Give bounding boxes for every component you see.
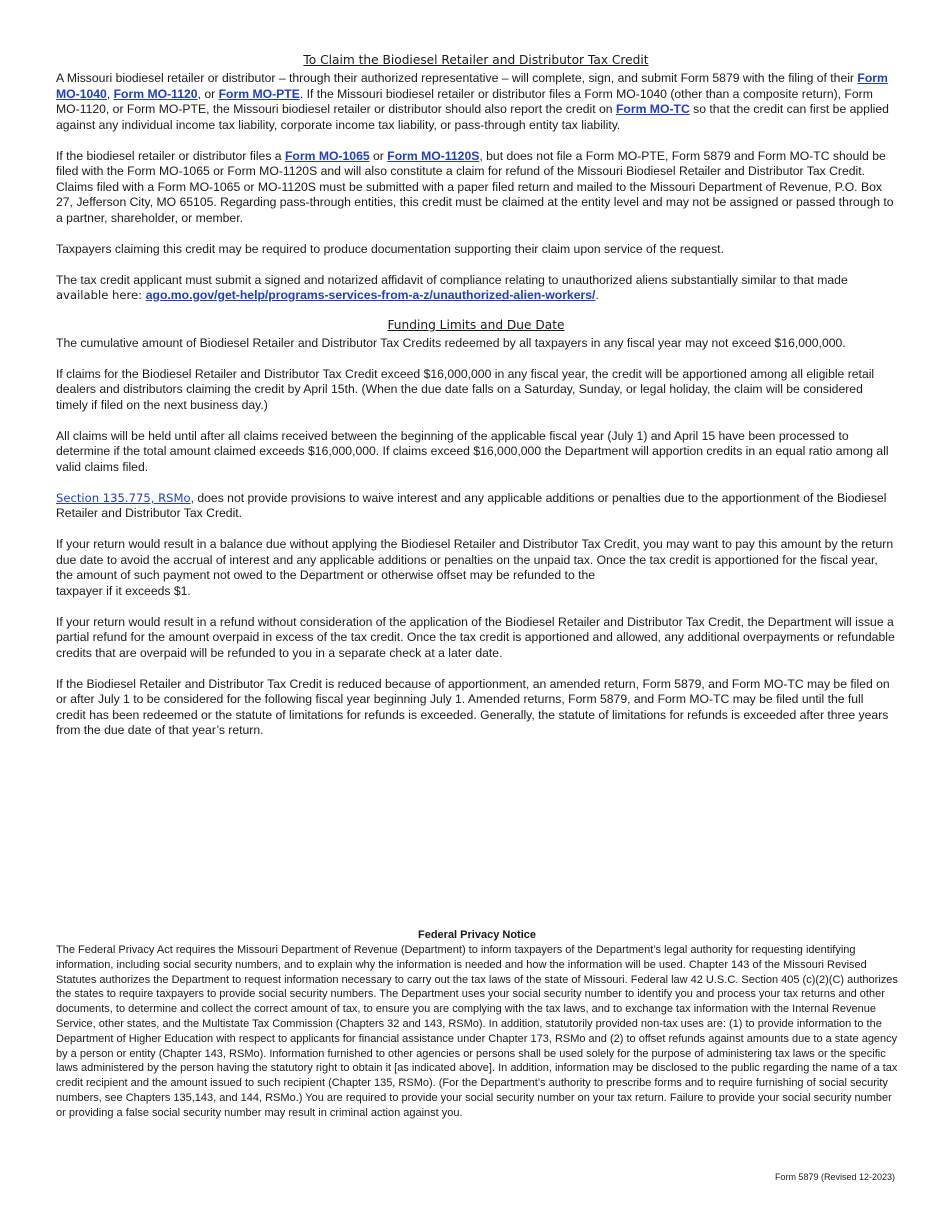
- funding-paragraph-7: If the Biodiesel Retailer and Distributor Tax Credit is reduced because of apportionment, an amended return, Form 5879, and Form MO-TC may be filed on or after July 1 to be considered for the following fiscal year beginning July 1. Amended returns, Form 5879, and Form MO-TC may be filed until the full credit has been redeemed or the statute of limitations for refunds is exceeded. Generally, the statute of limitations for refunds is exceeded after three years from the due date of that year’s return.: [56, 676, 890, 737]
- funding-paragraph-3: All claims will be held until after all claims received between the beginning of the applicable fiscal year (July 1) and April 15 have been processed to determine if the total amount claimed exceeds $16,000,000. If claims exceed $16,000,000 the Department will apportion credits in an equal ratio among all valid claims filed.: [56, 428, 889, 474]
- privacy-notice-title: Federal Privacy Notice: [417, 929, 536, 941]
- form-mo-1040-link[interactable]: Form MO-1040: [56, 71, 888, 101]
- federal-privacy-notice: [56, 928, 898, 1121]
- unauthorized-alien-workers-link[interactable]: ago.mo.gov/get-help/programs-services-from-a-z/unauthorized-alien-workers/: [145, 288, 596, 302]
- claim-paragraph-3: Taxpayers claiming this credit may be required to produce documentation supporting their claim upon service of the request.: [56, 241, 724, 256]
- form-mo-1065-link[interactable]: Form MO-1065: [284, 148, 370, 163]
- claim-paragraph-4: The tax credit applicant must submit a signed and notarized affidavit of compliance relating to unauthorized aliens substantially similar to that made available here: ago.mo.gov/get-help/programs-services-from-a-z/unauthorized-alien-workers/.: [56, 272, 848, 302]
- form-mo-tc-link[interactable]: Form MO-TC: [615, 102, 690, 116]
- privacy-notice-text: The Federal Privacy Act requires the Missouri Department of Revenue (Department) to inform taxpayers of the Department’s legal authority for requesting identifying information, including social security numbers, and to explain why the information is needed and how the information will be used. Chapter 143 of the Missouri Revised Statutes authorizes the Department to request information necessary to carry out the tax laws of the state of Missouri. Federal law 42 U.S.C. Section 405 (c)(2)(C) authorizes the states to require taxpayers to provide social security numbers. The Department uses your social security number to identify you and process your tax returns and other documents, to determine and collect the correct amount of tax, to ensure you are complying with the tax laws, and to exchange tax information with the Internal Revenue Service, other states, and the Multistate Tax Commission (Chapters 32 and 143, RSMo). In addition, statutorily provided non-tax uses are: (1) to provide information to the Department of Higher Education with respect to applicants for financial assistance under Chapter 173, RSMo and (2) to offset refunds against amounts due to a state agency by a person or entity (Chapter 143, RSMo). Information furnished to other agencies or persons shall be used solely for the purpose of administering tax laws or the specific laws administered by the person having the statutory right to obtain it [as indicated above]. In addition, information may be disclosed to the public regarding the name of a tax credit recipient and the amount issued to such recipient (Chapter 135, RSMo). (For the Department’s authority to prescribe forms and to require furnishing of social security numbers, see Chapters 135,143, and 144, RSMo.) You are required to provide your social security number on your tax return. Failure to provide your social security number or providing a false social security number may result in criminal action against you.: [56, 944, 898, 1119]
- funding-section-title: Funding Limits and Due Date: [387, 317, 565, 332]
- funding-paragraph-6: If your return would result in a refund without consideration of the application of the Biodiesel Retailer and Distributor Tax Credit, the Department will issue a partial refund for the amount overpaid in excess of the tax credit. Once the tax credit is apportioned and allowed, any additional overpayments or refundable credits that are overpaid will be refunded to you in a separate check at a later date.: [56, 614, 895, 660]
- form-mo-1120-link[interactable]: Form MO-1120: [113, 86, 198, 101]
- claim-section-title: To Claim the Biodiesel Retailer and Distributor Tax Credit: [303, 53, 649, 67]
- funding-paragraph-1: The cumulative amount of Biodiesel Retailer and Distributor Tax Credits redeemed by all taxpayers in any fiscal year may not exceed $16,000,000.: [56, 335, 846, 350]
- claim-paragraph-2: If the biodiesel retailer or distributor files a Form MO-1065 or Form MO-1120S, but does not file a Form MO-PTE, Form 5879 and Form MO-TC should be filed with the Form MO-1065 or Form MO-1120S and will also constitute a claim for refund of the Missouri Biodiesel Retailer and Distributor Tax Credit. Claims filed with a Form MO-1065 or MO-1120S must be submitted with a paper filed return and mailed to the Missouri Department of Revenue, P.O. Box 27, Jefferson City, MO 65105. Regarding pass-through entities, this credit must be claimed at the entity level and may not be assigned or passed through to a partner, shareholder, or member.: [56, 148, 894, 225]
- funding-paragraph-2: If claims for the Biodiesel Retailer and Distributor Tax Credit exceed $16,000,000 in any fiscal year, the credit will be apportioned among all eligible retail dealers and distributors claiming the credit by April 15th. (When the due date falls on a Saturday, Sunday, or legal holiday, the claim will be considered timely if filed on the next business day.): [56, 366, 875, 412]
- form-mo-1120s-link[interactable]: Form MO-1120S: [387, 148, 480, 163]
- funding-paragraph-4: Section 135.775, RSMo, does not provide provisions to waive interest and any applicable additions or penalties due to the apportionment of the Biodiesel Retailer and Distributor Tax Credit.: [56, 490, 887, 520]
- document-page: [56, 52, 896, 754]
- form-revision-label: Form 5879 (Revised 12-2023): [774, 1172, 895, 1182]
- section-135-775-link[interactable]: Section 135.775, RSMo: [56, 490, 191, 505]
- funding-paragraph-5: If your return would result in a balance due without applying the Biodiesel Retailer and Distributor Tax Credit, you may want to pay this amount by the return due date to avoid the accrual of interest and any applicable additions or penalties on the unpaid tax. Once the tax credit is apportioned for the fiscal year, the amount of such payment not owed to the Department or otherwise offset may be refunded to the taxpayer if it exceeds $1.: [56, 537, 894, 598]
- form-mo-pte-link[interactable]: Form MO-PTE: [218, 86, 300, 101]
- claim-paragraph-1: A Missouri biodiesel retailer or distributor – through their authorized representative – will complete, sign, and submit Form 5879 with the filing of their Form MO-1040, Form MO-1120, or Form MO-PTE. If the Missouri biodiesel retailer or distributor files a Form MO-1040 (other than a composite return), Form MO-1120, or Form MO-PTE, the Missouri biodiesel retailer or distributor should also report the credit on Form MO-TC so that the credit can first be applied against any individual income tax liability, corporate income tax liability, or pass-through entity tax liability.: [56, 71, 889, 132]
